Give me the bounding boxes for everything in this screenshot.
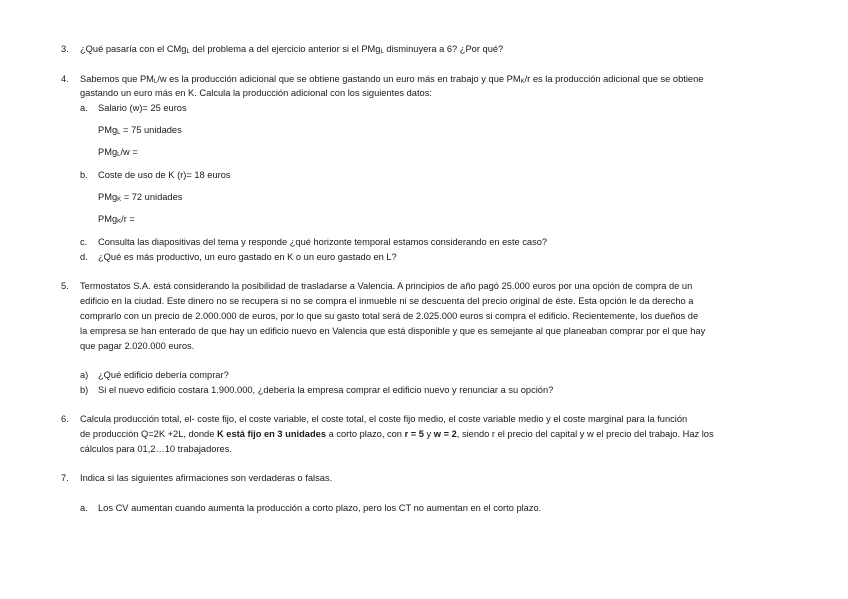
question-text-line: Termostatos S.A. está considerando la posibilidad de trasladarse a Valencia. A principios de año pagó 25.000 euros por una opción de compra de un xyxy=(80,281,693,291)
question-number: 5. xyxy=(61,281,69,291)
question-text: ¿Qué pasaría con el CMg$_L$ del problema a del ejercicio anterior si el PMg$_L$ disminuyera a 6? ¿Por qué? xyxy=(80,44,504,55)
question-text-line: Calcula producción total, el- coste fijo, el coste variable, el coste total, el coste fijo medio, el coste variable medio y el coste marginal para la función xyxy=(80,414,688,424)
subitem-text: Salario (w)= 25 euros xyxy=(98,103,187,113)
data-line: PMg$_L$ = 75 unidades xyxy=(98,125,182,136)
question-text-line: de producción Q=2K +2L, donde K está fijo en 3 unidades a corto plazo, con r = 5 y w = 2, siendo r el precio del capital y w el precio del trabajo. Haz los xyxy=(80,429,714,439)
subitem-letter: a) xyxy=(80,370,89,380)
question-text-line: la empresa se han enterado de que hay un edificio nuevo en Valencia que está disponible y que es semejante al que planeaban comprar por el que hay xyxy=(80,326,706,336)
question-text-line: gastando un euro más en K. Calcula la producción adicional con los siguientes datos: xyxy=(80,88,432,98)
data-line: PMg$_K$ = 72 unidades xyxy=(98,192,183,203)
subitem-text: Si el nuevo edificio costara 1.900.000, ¿debería la empresa comprar el edificio nuevo y renunciar a su opción? xyxy=(98,385,554,395)
question-text-line: que pagar 2.020.000 euros. xyxy=(80,341,195,351)
subitem-text: ¿Qué es más productivo, un euro gastado en K o un euro gastado en L? xyxy=(98,252,397,262)
subitem-letter: a. xyxy=(80,103,88,113)
subitem-text: Los CV aumentan cuando aumenta la producción a corto plazo, pero los CT no aumentan en el corto plazo. xyxy=(98,503,542,513)
subitem-letter: a. xyxy=(80,503,88,513)
subitem-letter: c. xyxy=(80,237,88,247)
question-text-line: comprarlo con un precio de 2.000.000 de euros, por lo que su gasto total será de 2.025.000 euros si compra el edificio. Recientemente, los dueños de xyxy=(80,311,699,321)
question-number: 4. xyxy=(61,74,69,84)
subitem-text: Consulta las diapositivas del tema y responde ¿qué horizonte temporal estamos considerando en este caso? xyxy=(98,237,548,247)
question-number: 7. xyxy=(61,473,69,483)
question-text-line: Indica si las siguientes afirmaciones son verdaderas o falsas. xyxy=(80,473,333,483)
subitem-letter: b. xyxy=(80,170,88,180)
subitem-text: Coste de uso de K (r)= 18 euros xyxy=(98,170,231,180)
question-text-line: cálculos para 01,2…10 trabajadores. xyxy=(80,444,232,454)
question-text-line: Sabemos que $PM_L/w$ es la producción adicional que se obtiene gastando un euro más en trabajo y que $PM_K/r$ es la producción adicional que se obtiene xyxy=(80,74,704,85)
subitem-letter: b) xyxy=(80,385,89,395)
question-number: 3. xyxy=(61,44,69,54)
data-line: PMg$_L$/w = xyxy=(98,147,138,158)
data-line: PMg$_K$/r = xyxy=(98,214,135,225)
question-text-line: edificio en la ciudad. Este dinero no se recupera si no se compra el inmueble ni se descuenta del precio original de éste. Esta opción le da derecho a xyxy=(80,296,694,306)
subitem-text: ¿Qué edificio debería comprar? xyxy=(98,370,229,380)
question-number: 6. xyxy=(61,414,69,424)
subitem-letter: d. xyxy=(80,252,88,262)
